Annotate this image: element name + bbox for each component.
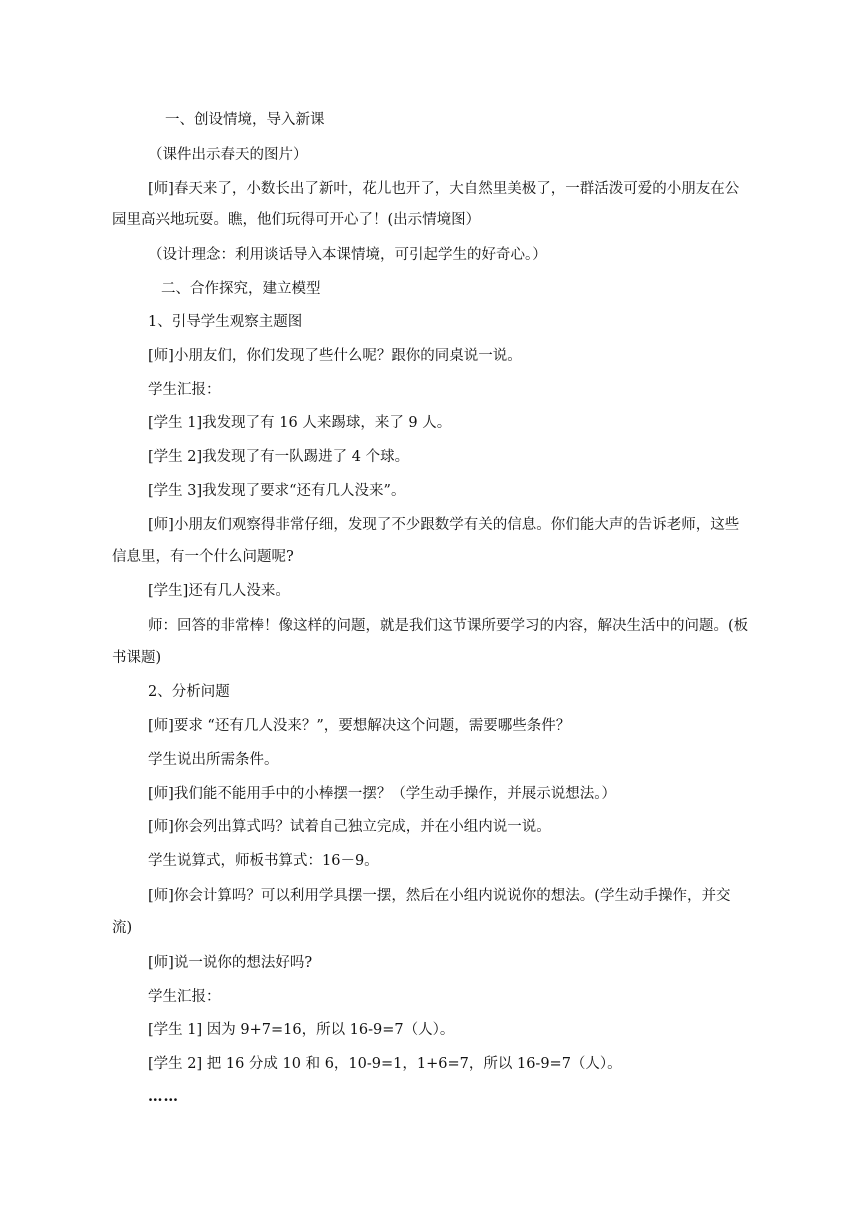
paragraph-line: 流) [112,920,133,936]
paragraph-line: 学生说出所需条件。 [148,752,279,768]
paragraph-line: [学生 3]我发现了要求“还有几人没来”。 [148,483,406,499]
paragraph-line: [师]小朋友们，你们发现了些什么呢？跟你的同桌说一说。 [148,348,522,364]
paragraph-line: [学生]还有几人没来。 [148,583,290,599]
paragraph-line: 信息里，有一个什么问题呢? [112,549,294,565]
section-heading-1: 一、创设情境，导入新课 [165,112,325,128]
ellipsis: …… [148,1088,179,1105]
paragraph-line: [师]你会列出算式吗？试着自己独立完成，并在小组内说一说。 [148,819,551,835]
paragraph-line: 师：回答的非常棒！像这样的问题，就是我们这节课所要学习的内容，解决生活中的问题。(板 [148,618,749,634]
paragraph-line: 园里高兴地玩耍。瞧，他们玩得可开心了！(出示情境图） [112,212,481,228]
paragraph-line: 学生说算式，师板书算式：16－9。 [148,853,379,869]
paragraph-line: （设计理念：利用谈话导入本课情境，可引起学生的好奇心。） [148,247,547,263]
subsection-heading: 1、引导学生观察主题图 [148,314,303,330]
paragraph-line: [师]说一说你的想法好吗? [148,955,313,971]
paragraph-line: [师]要求 “还有几人没来？”，要想解决这个问题，需要哪些条件？ [148,718,571,734]
paragraph-line: [师]我们能不能用手中的小棒摆一摆？（学生动手操作，并展示说想法。） [148,786,617,802]
subsection-heading: 2、分析问题 [148,684,230,700]
paragraph-line: [师]你会计算吗？可以利用学具摆一摆，然后在小组内说说你的想法。(学生动手操作，并交 [148,888,731,904]
paragraph-line: 书课题) [112,650,162,666]
paragraph-line: [学生 1]我发现了有 16 人来踢球，来了 9 人。 [148,415,452,431]
paragraph-line: [学生 2] 把 16 分成 10 和 6，10-9=1，1+6=7，所以 16-9=7（人）。 [148,1056,622,1072]
paragraph-line: （课件出示春天的图片） [148,147,308,163]
paragraph-line: [学生 1] 因为 9+7=16，所以 16-9=7（人）。 [148,1022,455,1038]
paragraph-line: [师]小朋友们观察得非常仔细，发现了不少跟数学有关的信息。你们能大声的告诉老师，这些 [148,517,740,533]
paragraph-line: 学生汇报： [148,382,221,398]
paragraph-line: [师]春天来了，小数长出了新叶，花儿也开了，大自然里美极了，一群活泼可爱的小朋友在公 [148,181,740,197]
paragraph-line: [学生 2]我发现了有一队踢进了 4 个球。 [148,449,410,465]
section-heading-2: 二、合作探究，建立模型 [161,281,321,297]
paragraph-line: 学生汇报： [148,989,221,1005]
